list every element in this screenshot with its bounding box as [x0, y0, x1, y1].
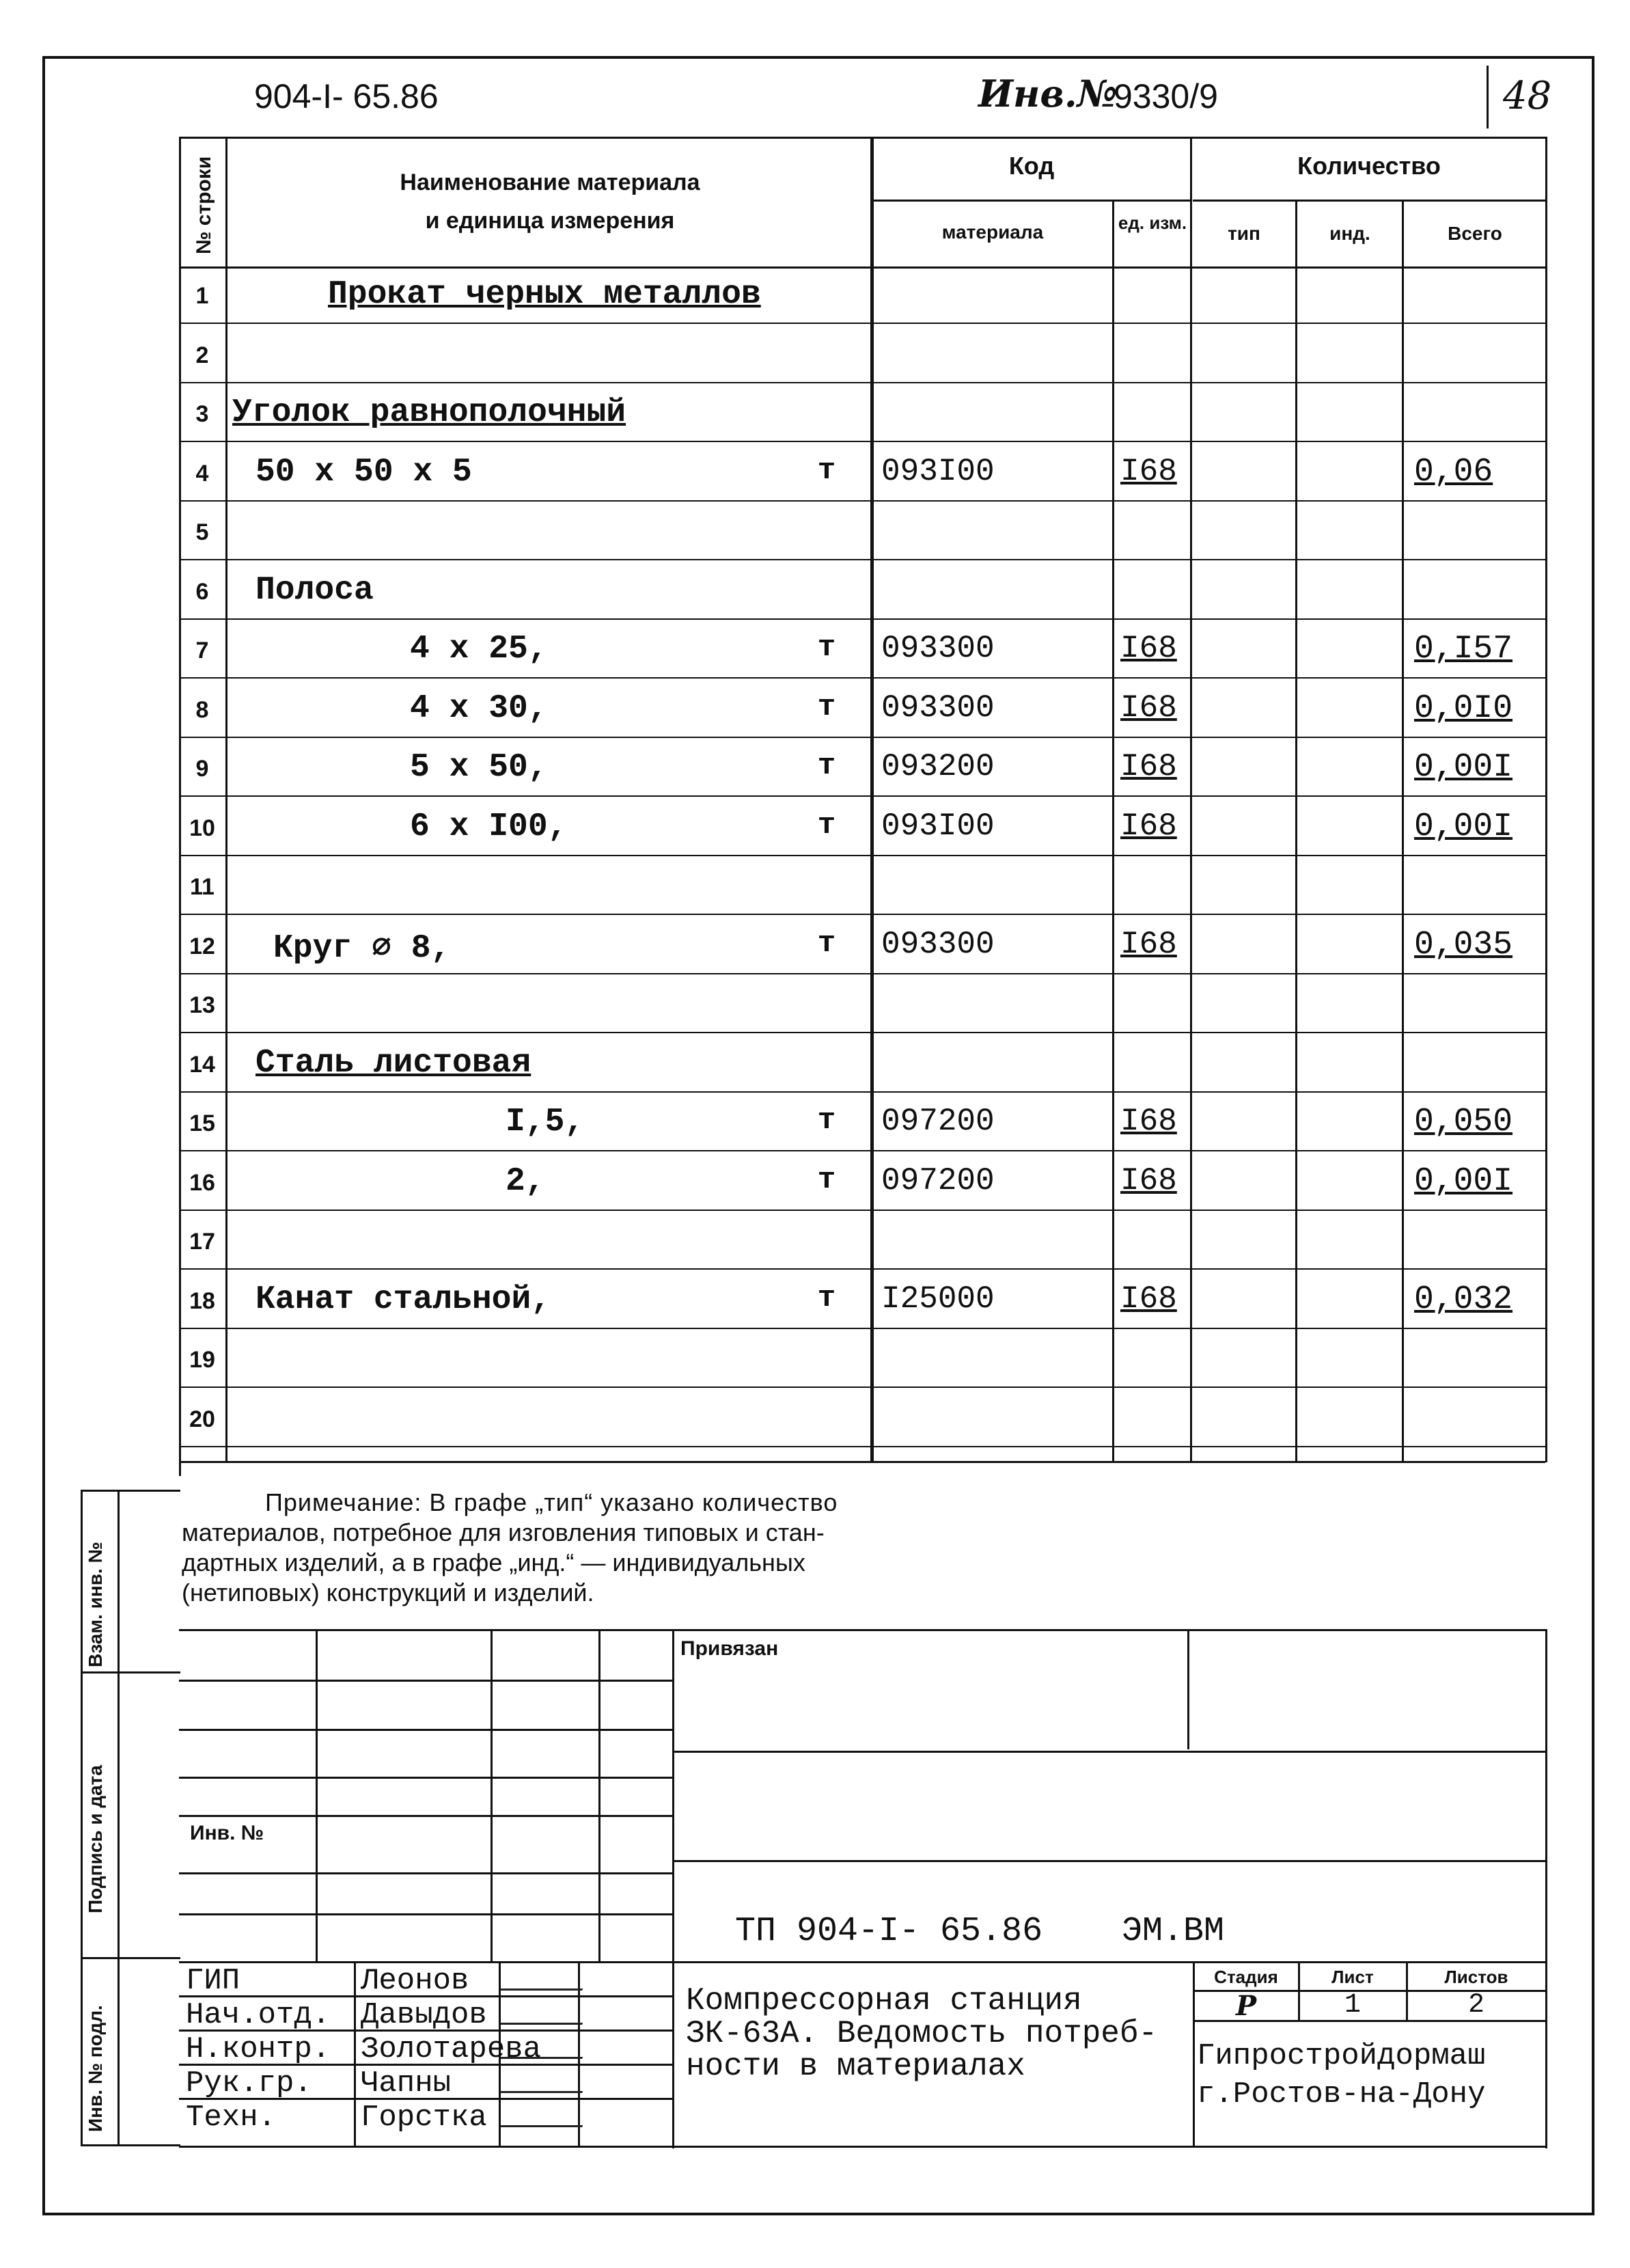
row-divider: [179, 914, 1545, 915]
stamp-grid-5: [179, 1872, 672, 1874]
row-number: 7: [195, 638, 209, 664]
row-number: 12: [189, 933, 215, 959]
material-name: Канат стальной,: [255, 1281, 551, 1318]
stamp-grid-4: [179, 1815, 672, 1817]
title-line-3: ности в материалах: [686, 2049, 1025, 2084]
org-line-1: Гипростройдормаш: [1197, 2039, 1486, 2073]
quantity-total: 0,032: [1414, 1281, 1513, 1318]
unit-code: I68: [1120, 454, 1177, 489]
quantity-total: 0,00I: [1414, 749, 1513, 786]
side-strip-inner: [118, 1490, 120, 2146]
unit-of-measure: т: [817, 454, 836, 488]
material-name: 6 x I00,: [410, 808, 568, 845]
subheader-line-code: [872, 200, 1190, 202]
row-divider: [179, 1328, 1545, 1329]
material-code: 093I00: [881, 454, 995, 489]
designation-code: ЭМ.ВМ: [1122, 1912, 1225, 1951]
row-divider: [179, 1150, 1545, 1151]
row-divider: [179, 973, 1545, 974]
side-divider-2: [81, 1671, 180, 1673]
row-number-header: № строки: [193, 156, 215, 254]
material-name: 5 x 50,: [410, 749, 548, 786]
stamp-bottom-border: [179, 2146, 1545, 2148]
stamp-grid-7: [179, 1961, 1545, 1963]
stamp-grid-right-2: [672, 1860, 1545, 1862]
handwritten-signature: [500, 2064, 593, 2093]
material-code: 093300: [881, 631, 995, 666]
header-bottom-border: [179, 267, 1545, 269]
qty-ind-header: инд.: [1329, 223, 1370, 244]
stamp-grid-right-1: [672, 1751, 1545, 1753]
name-header-line1: Наименование материала: [400, 169, 700, 195]
stamp-top-border: [179, 1629, 1545, 1631]
side-strip-left: [81, 1490, 83, 2146]
sheet-label: Лист: [1331, 1967, 1374, 1987]
stamp-grid-2: [179, 1729, 672, 1731]
quantity-total: 0,I57: [1414, 631, 1513, 668]
row-number: 19: [189, 1347, 215, 1373]
material-name: 50 x 50 x 5: [255, 454, 472, 491]
col-border-name: [870, 137, 874, 1462]
note-line-4: (нетиповых) конструкций и изделий.: [182, 1579, 594, 1607]
stamp-col-main: [672, 1629, 674, 2148]
row-number: 15: [189, 1110, 215, 1136]
quantity-total: 0,06: [1414, 454, 1493, 491]
sheet-mark: 48: [1503, 74, 1552, 118]
row-divider: [179, 559, 1545, 560]
row-divider: [179, 1446, 1545, 1447]
material-name: Прокат черных металлов: [328, 276, 761, 313]
stamp-grid-3: [179, 1777, 672, 1779]
signature-role: Техн.: [186, 2101, 277, 2135]
col-border-unit: [1190, 137, 1192, 1462]
row-number: 5: [195, 519, 209, 545]
sheet-mark-divider: [1487, 66, 1489, 128]
side-label-vzam: Взам. инв. №: [85, 1542, 106, 1667]
row-number: 2: [195, 342, 209, 368]
unit-code: I68: [1120, 631, 1177, 666]
material-name: Круг ∅ 8,: [273, 930, 451, 967]
row-divider: [179, 677, 1545, 679]
row-number: 8: [195, 697, 209, 723]
note-top-border: [179, 1461, 1545, 1463]
sheets-value: 2: [1467, 1990, 1484, 2021]
note-line-3: дартных изделий, а в графе „инд.“ — индивидуальных: [182, 1548, 805, 1576]
row-number: 9: [195, 756, 209, 782]
signature-name: Чапны: [361, 2066, 452, 2101]
col-border-right: [1545, 137, 1547, 1462]
material-code: 093300: [881, 690, 995, 726]
sheets-label: Листов: [1444, 1967, 1508, 1987]
material-code: 093I00: [881, 808, 995, 844]
side-divider-3: [81, 1957, 180, 1959]
quantity-total: 0,035: [1414, 927, 1513, 964]
row-divider: [179, 795, 1545, 797]
inv-no-label: Инв. №: [190, 1822, 264, 1844]
row-divider: [179, 1386, 1545, 1388]
unit-code: I68: [1120, 749, 1177, 784]
subheader-line-qty: [1193, 200, 1545, 202]
row-divider: [179, 1210, 1545, 1211]
unit-of-measure: т: [817, 927, 836, 961]
row-number: 14: [189, 1052, 215, 1078]
handwritten-signature: [500, 2030, 593, 2059]
row-divider: [179, 323, 1545, 324]
stage-value: Р: [1235, 1990, 1257, 2022]
material-name: 4 x 25,: [410, 631, 548, 668]
row-number: 4: [195, 461, 209, 487]
row-divider: [179, 500, 1545, 502]
material-name: Полоса: [255, 572, 374, 609]
handwritten-signature: [500, 2098, 593, 2127]
code-material-header: материала: [941, 221, 1044, 243]
row-divider: [179, 1091, 1545, 1093]
sheet-value: 1: [1344, 1990, 1361, 2021]
qty-type-header: тип: [1228, 223, 1260, 244]
unit-code: I68: [1120, 690, 1177, 726]
row-number: 20: [189, 1406, 215, 1432]
row-divider: [179, 382, 1545, 383]
row-number: 6: [195, 579, 209, 605]
name-header-line2: и единица измерения: [425, 208, 675, 234]
material-code: 093300: [881, 927, 995, 962]
note-line-2: материалов, потребное для изговления типовых и стан-: [182, 1518, 825, 1546]
signature-role: Рук.гр.: [186, 2066, 312, 2101]
material-code: 093200: [881, 749, 995, 784]
unit-of-measure: т: [817, 1163, 836, 1197]
col-border-rownum: [225, 137, 227, 1462]
unit-code: I68: [1120, 1104, 1177, 1139]
quantity-total: 0,0I0: [1414, 690, 1513, 727]
inventory-number: 9330/9: [1114, 77, 1218, 115]
privyazan-label: Привязан: [680, 1637, 779, 1660]
qty-total-header: Всего: [1448, 223, 1502, 244]
unit-of-measure: т: [817, 690, 836, 724]
row-number: 3: [195, 401, 209, 427]
designation: ТП 904-I- 65.86: [735, 1912, 1043, 1951]
row-divider: [179, 1032, 1545, 1033]
material-name: 4 x 30,: [410, 690, 548, 727]
note-line-1: Примечание: В графе „тип“ указано количество: [265, 1488, 838, 1516]
handwritten-signature: [500, 1961, 593, 1991]
row-divider: [179, 441, 1545, 442]
unit-of-measure: т: [817, 1281, 836, 1315]
unit-of-measure: т: [817, 631, 836, 665]
material-name: I,5,: [506, 1104, 585, 1140]
col-border-type: [1295, 200, 1297, 1462]
quantity-total: 0,050: [1414, 1104, 1513, 1140]
document-number: 904-I- 65.86: [254, 77, 439, 115]
stamp-grid-1: [179, 1680, 672, 1682]
quantity-total: 0,00I: [1414, 1163, 1513, 1200]
inventory-label: Инв.№: [978, 72, 1118, 115]
quantity-total: 0,00I: [1414, 808, 1513, 845]
side-label-podpis: Подпись и дата: [85, 1765, 106, 1913]
signature-role: ГИП: [186, 1964, 240, 1998]
row-number: 17: [189, 1229, 215, 1255]
title-line-1: Компрессорная станция: [686, 1983, 1082, 2019]
unit-of-measure: т: [817, 808, 836, 843]
unit-of-measure: т: [817, 1104, 836, 1138]
row-number: 1: [195, 283, 209, 309]
table-top-border: [179, 137, 1545, 139]
sig-col-1: [354, 1961, 356, 2146]
material-name: Уголок равнополочный: [232, 394, 626, 431]
row-number: 13: [189, 992, 215, 1018]
col-border-code: [1112, 200, 1114, 1462]
stamp-col-right: [1187, 1629, 1189, 1749]
row-divider: [179, 1268, 1545, 1270]
stage-label: Стадия: [1214, 1967, 1278, 1987]
side-divider-4: [81, 2144, 180, 2146]
row-number: 16: [189, 1170, 215, 1196]
row-number: 18: [189, 1288, 215, 1314]
quantity-header: Количество: [1297, 152, 1441, 180]
col-border-rownum-left: [179, 137, 181, 1476]
stamp-right-border: [1545, 1629, 1547, 2148]
unit-code: I68: [1120, 1281, 1177, 1317]
unit-of-measure: т: [817, 749, 836, 783]
signature-name: Золотарева: [361, 2032, 542, 2066]
unit-code: I68: [1120, 808, 1177, 844]
unit-code: I68: [1120, 1163, 1177, 1199]
stage-col-left: [1193, 1961, 1195, 2146]
material-code: I25000: [881, 1281, 995, 1317]
handwritten-signature: [500, 1995, 593, 2025]
signature-name: Давыдов: [361, 1998, 487, 2032]
unit-code: I68: [1120, 927, 1177, 962]
signature-role: Н.контр.: [186, 2032, 331, 2066]
row-number: 10: [189, 815, 215, 841]
signature-role: Нач.отд.: [186, 1998, 331, 2032]
org-line-2: г.Ростов-на-Дону: [1197, 2077, 1486, 2112]
col-border-ind: [1402, 200, 1404, 1462]
side-divider-1: [81, 1490, 180, 1492]
stamp-grid-6: [179, 1913, 672, 1915]
row-divider: [179, 855, 1545, 856]
material-code: 097200: [881, 1163, 995, 1199]
row-divider: [179, 618, 1545, 620]
row-divider: [179, 737, 1545, 738]
side-label-inv-podl: Инв. № подл.: [85, 2005, 106, 2132]
code-unit-header: ед. изм.: [1118, 213, 1187, 233]
title-line-2: ЗК-63А. Ведомость потреб-: [686, 2016, 1158, 2051]
code-header: Код: [1008, 152, 1055, 180]
row-number: 11: [190, 874, 215, 900]
material-code: 097200: [881, 1104, 995, 1139]
signature-name: Леонов: [361, 1964, 469, 1998]
material-name: Сталь листовая: [255, 1045, 531, 1082]
material-name: 2,: [506, 1163, 545, 1200]
signature-name: Горстка: [361, 2101, 487, 2135]
